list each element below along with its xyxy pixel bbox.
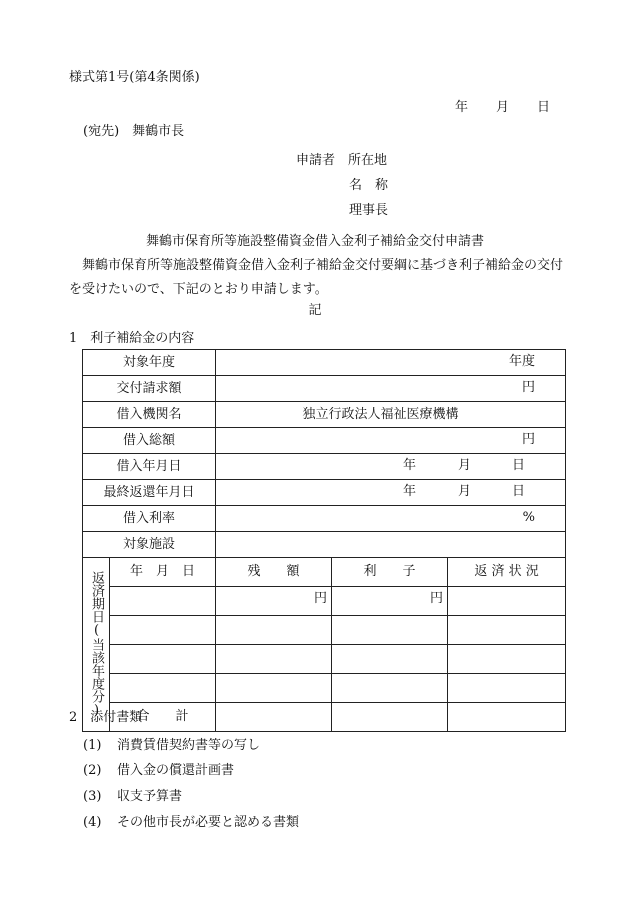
ki-note-mark: 記 [308,303,322,318]
final-repayment-month: 月 [458,484,472,499]
request-amount-unit: 円 [522,380,536,395]
table-row [83,616,566,645]
table-row [83,402,566,428]
applicant-role: 申請者 [296,153,336,168]
interest-cell[interactable] [332,587,448,616]
total-row [83,703,566,732]
row-label-final-repayment: 最終返還年月日 [83,480,216,506]
loan-date-year: 年 [403,458,417,473]
applicant-location-label: 所在地 [348,153,388,168]
header-repayment-status: 返 済 状 況 [448,558,566,587]
row-label-interest-rate: 借入利率 [83,506,216,532]
fiscal-year-field[interactable] [216,350,566,376]
table-row [83,376,566,402]
form-number: 様式第1号(第4条関係) [69,70,200,85]
date-day: 日 [537,100,551,115]
attachment-text: 消費賃借契約書等の写し [117,738,261,753]
status-cell[interactable] [448,616,566,645]
loan-date-field[interactable] [216,454,566,480]
applicant-location-row [296,153,387,169]
table-row [83,674,566,703]
final-repayment-year: 年 [403,484,417,499]
status-cell[interactable] [448,587,566,616]
request-amount-field[interactable] [216,376,566,402]
document-title: 舞鶴市保育所等施設整備資金借入金利子補給金交付申請書 [145,234,484,249]
attachment-text: 借入金の償還計画書 [117,763,235,778]
date-month: 月 [496,100,510,115]
table-row [83,428,566,454]
subsidy-details-table [82,349,566,732]
repayment-schedule-side-label: 返済期日(当該年度分) [83,558,110,732]
status-cell[interactable] [448,645,566,674]
interest-cell[interactable] [332,674,448,703]
loan-date-month: 月 [458,458,472,473]
repayment-date-cell[interactable] [110,616,216,645]
final-repayment-day: 日 [512,484,526,499]
attachment-number: (4) [83,815,102,830]
header-date: 年 月 日 [110,558,216,587]
interest-cell[interactable] [332,645,448,674]
interest-cell[interactable] [332,616,448,645]
total-status-cell[interactable] [448,703,566,732]
attachment-item [83,815,299,831]
row-label-target-facility: 対象施設 [83,532,216,558]
section1-heading: 1 利子補給金の内容 [69,331,195,346]
repayment-date-cell[interactable] [110,645,216,674]
final-repayment-field[interactable] [216,480,566,506]
table-row [83,350,566,376]
table-row [83,532,566,558]
balance-cell[interactable] [216,587,332,616]
attachment-number: (3) [83,789,102,804]
repayment-header-row [83,558,566,587]
addressee: (宛先) 舞鶴市長 [83,124,185,139]
table-row [83,506,566,532]
status-cell[interactable] [448,674,566,703]
balance-cell[interactable] [216,674,332,703]
balance-yen-unit: 円 [314,591,328,606]
table-row [83,587,566,616]
balance-cell[interactable] [216,645,332,674]
application-date [455,100,550,116]
total-loan-unit: 円 [522,432,536,447]
row-label-total-loan: 借入総額 [83,428,216,454]
attachment-text: その他市長が必要と認める書類 [117,815,300,830]
total-interest-cell[interactable] [332,703,448,732]
balance-cell[interactable] [216,616,332,645]
lender-field[interactable] [216,402,566,428]
fiscal-year-unit: 年度 [509,354,536,369]
attachment-item [83,763,234,779]
attachment-item [83,789,182,805]
row-label-lender: 借入機関名 [83,402,216,428]
table-row [83,454,566,480]
total-balance-cell[interactable] [216,703,332,732]
repayment-date-cell[interactable] [110,674,216,703]
attachment-number: (1) [83,738,102,753]
target-facility-field[interactable] [216,532,566,558]
table-row [83,645,566,674]
attachment-item [83,738,260,754]
row-label-loan-date: 借入年月日 [83,454,216,480]
interest-rate-field[interactable] [216,506,566,532]
lender-value: 独立行政法人福祉医療機構 [302,406,459,422]
header-balance: 残 額 [216,558,332,587]
section2-heading: 2 添付書類 [69,710,143,725]
date-year: 年 [455,100,469,115]
interest-rate-unit: % [522,510,536,525]
total-loan-field[interactable] [216,428,566,454]
attachment-text: 収支予算書 [117,789,183,804]
total-label: 合 計 [110,703,216,732]
header-interest: 利 子 [332,558,448,587]
repayment-date-cell[interactable] [110,587,216,616]
row-label-fiscal-year: 対象年度 [83,350,216,376]
row-label-request-amount: 交付請求額 [83,376,216,402]
interest-yen-unit: 円 [430,591,444,606]
table-row [83,480,566,506]
body-text: 舞鶴市保育所等施設整備資金借入金利子補給金交付要綱に基づき利子補給金の交付を受けたいので、下記のとおり申請します。 [69,258,564,297]
loan-date-day: 日 [512,458,526,473]
applicant-name-label: 名 称 [349,178,389,193]
attachment-number: (2) [83,763,102,778]
applicant-chair-label: 理事長 [349,203,389,218]
